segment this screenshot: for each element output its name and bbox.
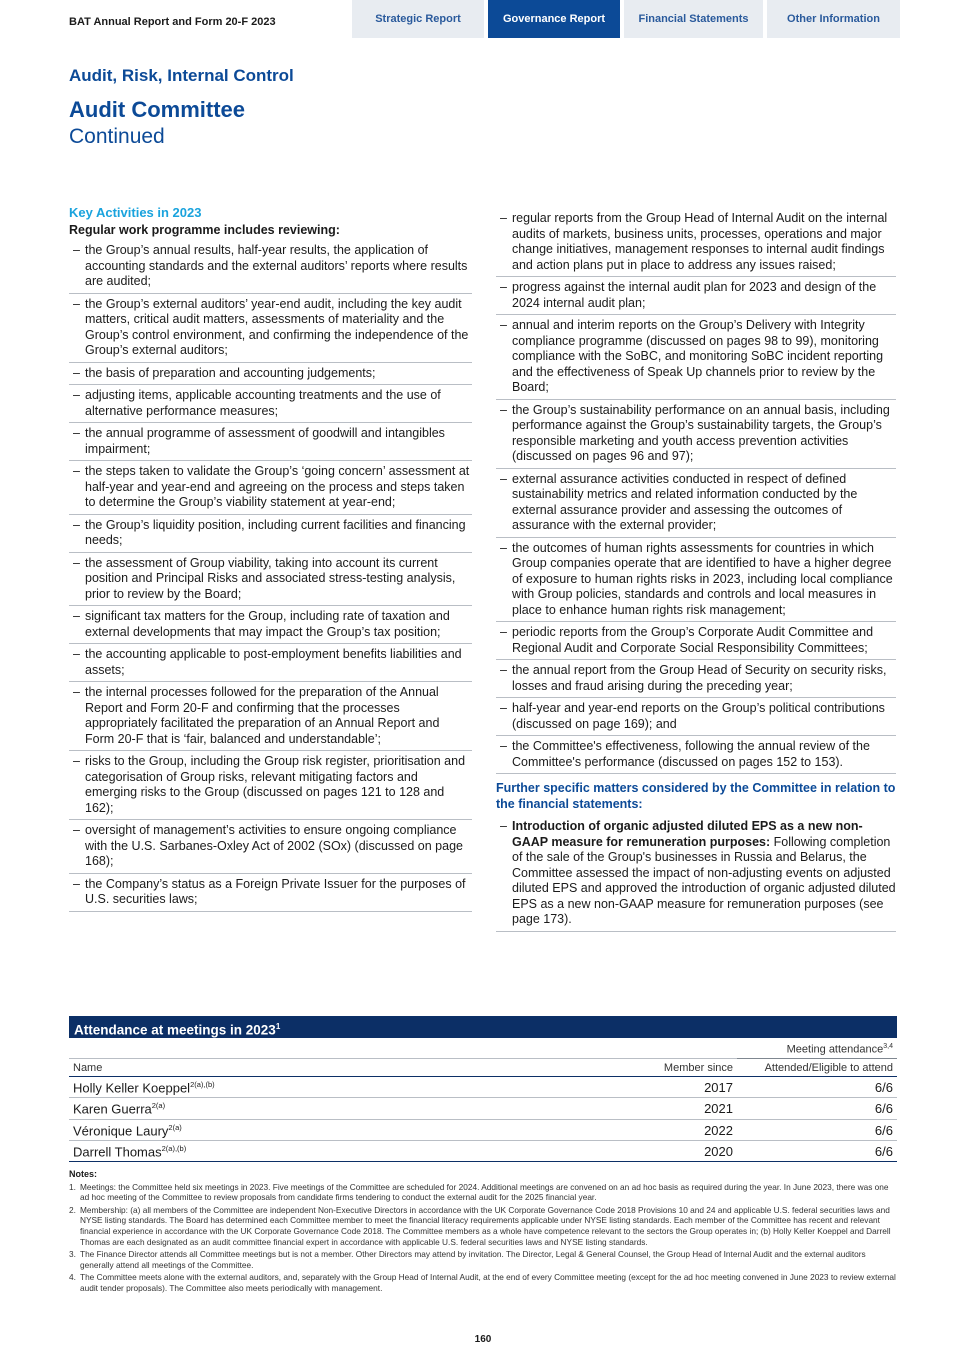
member-attendance: 6/6	[737, 1098, 897, 1119]
further-item-text: Following completion of the sale of the Group's businesses in Russia and Belarus, the Committee assessed the impact of non-adjusting events on adjusted diluted EPS and approved the introduction of organic adjusted diluted EPS as a new non-GAAP measure for remuneration purposes (see page 173).	[512, 834, 896, 926]
member-since: 2017	[589, 1077, 737, 1098]
list-item: – the outcomes of human rights assessments for countries in which Group companies operate that are identified to have a higher degree of exposure to human rights risks in 2023, including local compliance with Group policies, standards and controls and local measures in place to enhance human rights risk management;	[496, 538, 896, 623]
list-item: – the basis of preparation and accounting judgements;	[69, 363, 472, 386]
attendance-title-note: 1	[275, 1022, 281, 1031]
tab-governance-report[interactable]: Governance Report	[488, 0, 620, 38]
member-note: 2(a),(b)	[161, 1143, 187, 1153]
member-note: 2(a)	[151, 1101, 166, 1111]
list-item: – adjusting items, applicable accounting treatments and the use of alternative performance measures;	[69, 385, 472, 423]
meeting-attendance-header	[69, 1038, 897, 1059]
note-number: 3.	[69, 1249, 76, 1260]
list-item: – oversight of management’s activities to ensure ongoing compliance with the U.S. Sarbanes-Oxley Act of 2002 (SOx) (discussed on page 168);	[69, 820, 472, 874]
member-name: Karen Guerra	[73, 1101, 152, 1117]
list-item: – regular reports from the Group Head of Internal Audit on the internal audits of markets, business units, processes, operations and major change initiatives, management responses to internal audit findings and action plans put in place to address any issues raised;	[496, 208, 896, 277]
list-item: – progress against the internal audit plan for 2023 and design of the 2024 internal audit plan;	[496, 277, 896, 315]
attendance-title: Attendance at meetings in 2023	[74, 1022, 276, 1038]
list-item: – the steps taken to validate the Group’s ‘going concern’ assessment at half-year and year-end and agreeing on the process and steps taken to determine the Group’s viability statement at year-end;	[69, 461, 472, 515]
left-activity-list	[69, 240, 472, 912]
list-item: – risks to the Group, including the Group risk register, prioritisation and categorisation of Group risks, relevant mitigating factors and emerging risks to the Group (discussed on pages 121 to 128 and 162);	[69, 751, 472, 820]
list-item: – the assessment of Group viability, taking into account its current position and Principal Risks and associated stress-testing analysis, prior to review by the Board;	[69, 553, 472, 607]
member-since: 2021	[589, 1098, 737, 1119]
column-header-attended: Attended/Eligible to attend	[737, 1059, 897, 1077]
column-header-member-since: Member since	[589, 1059, 737, 1077]
list-item: – annual and interim reports on the Group’s Delivery with Integrity compliance programme (discussed on pages 98 to 99), monitoring compliance with the SoBC, and monitoring SoBC incident reporting and the effectiveness of Speak Up channels prior to review by the Board;	[496, 315, 896, 400]
list-item: – the annual report from the Group Head of Security on security risks, losses and fraud arising during the preceding year;	[496, 660, 896, 698]
note-item	[69, 1272, 897, 1293]
further-matters-list	[496, 816, 896, 932]
list-item: – the annual programme of assessment of goodwill and intangibles impairment;	[69, 423, 472, 461]
notes-section	[69, 1169, 897, 1296]
key-activities-heading: Key Activities in 2023	[69, 205, 202, 220]
member-name: Holly Keller Koeppel	[73, 1080, 191, 1096]
list-item: – periodic reports from the Group’s Corporate Audit Committee and Regional Audit and Corporate Social Responsibility Committees;	[496, 622, 896, 660]
list-item: – the Company’s status as a Foreign Private Issuer for the purposes of U.S. securities laws;	[69, 874, 472, 912]
attendance-table	[69, 1059, 897, 1162]
note-number: 1.	[69, 1181, 76, 1192]
list-item: – the Group’s annual results, half-year results, the application of accounting standards and the external auditors’ reports where results are audited;	[69, 240, 472, 294]
section-label: Audit, Risk, Internal Control	[69, 66, 294, 85]
page-subtitle: Continued	[69, 125, 165, 148]
meeting-attendance-label: Meeting attendance	[786, 1043, 884, 1056]
member-name-cell	[69, 1119, 589, 1140]
report-title: BAT Annual Report and Form 20-F 2023	[69, 16, 276, 28]
list-item: – external assurance activities conducted in respect of defined sustainability metrics and related information conducted by the external assurance provider and assessing the outcomes of assurance with the external provider;	[496, 469, 896, 538]
table-row	[69, 1140, 897, 1161]
further-matters-heading: Further specific matters considered by the Committee in relation to the financial statements:	[496, 781, 896, 811]
page-title: Audit Committee	[69, 97, 245, 122]
note-text: The Committee meets alone with the external auditors, and, separately with the Group Head of Internal Audit, at the end of every Committee meeting (except for the ad hoc meeting convened in June 2023 to review external audit tender proposals). The Committee also meets periodically with management.	[80, 1272, 896, 1293]
column-header-name: Name	[69, 1059, 589, 1077]
note-item	[69, 1249, 897, 1270]
tab-other-information[interactable]: Other Information	[767, 0, 900, 38]
tab-strategic-report[interactable]: Strategic Report	[352, 0, 484, 38]
note-item	[69, 1205, 897, 1247]
note-text: The Finance Director attends all Committee meetings but is not a member. Other Directors may attend by invitation. The Director, Legal & General Counsel, the Group Head of Internal Audit and the external auditors generally attend all meetings of the Committee.	[80, 1249, 866, 1270]
meeting-attendance-note: 3,4	[883, 1043, 893, 1050]
further-item-title: Introduction of organic adjusted diluted EPS as a new non-GAAP measure for remuneration purposes:	[512, 819, 863, 849]
note-text: Meetings: the Committee held six meetings in 2023. Five meetings of the Committee are scheduled for 2024. Additional meetings are convened on an ad hoc basis as required during the year. In June 2023, there was one ad hoc meeting of the Committee to review proposals from candidate firms tendering to conduct the external audit for the 2025 financial year.	[80, 1181, 889, 1203]
member-attendance: 6/6	[737, 1119, 897, 1140]
note-number: 4.	[69, 1272, 76, 1283]
member-since: 2020	[589, 1140, 737, 1161]
member-name-cell	[69, 1098, 589, 1119]
list-item	[496, 816, 896, 932]
section-tabs	[352, 0, 900, 38]
right-column	[496, 208, 896, 932]
list-item: – significant tax matters for the Group, including rate of taxation and external developments that may impact the Group’s tax position;	[69, 606, 472, 644]
list-item: – the accounting applicable to post-employment benefits liabilities and assets;	[69, 644, 472, 682]
table-row	[69, 1098, 897, 1119]
member-name: Darrell Thomas	[73, 1144, 162, 1160]
list-item: – the Group’s liquidity position, including current facilities and financing needs;	[69, 515, 472, 553]
note-item	[69, 1182, 897, 1203]
tab-financial-statements[interactable]: Financial Statements	[624, 0, 763, 38]
attendance-title-bar	[69, 1016, 897, 1038]
member-since: 2022	[589, 1119, 737, 1140]
member-name-cell	[69, 1140, 589, 1161]
left-column	[69, 205, 472, 912]
member-attendance: 6/6	[737, 1077, 897, 1098]
top-navigation-bar	[0, 0, 966, 38]
note-number: 2.	[69, 1204, 76, 1215]
member-name-cell	[69, 1077, 589, 1098]
attendance-header-row	[69, 1059, 897, 1077]
list-item: – half-year and year-end reports on the Group’s political contributions (discussed on page 169); and	[496, 698, 896, 736]
member-name: Véronique Laury	[73, 1122, 169, 1138]
notes-list	[69, 1182, 897, 1294]
note-text: Membership: (a) all members of the Committee are independent Non-Executive Directors in accordance with the UK Corporate Governance Code 2018 Provisions 10 and 24 and applicable U.S. federal securities laws and NYSE listing standards. The Board has determined each Committee member to meet the financial literacy requirements applicable under NYSE listing standards. Each member of the Committee has recent and relevant financial experience in accordance with the UK Corporate Governance Code 2018. The Committee members as a whole have competence relevant to the sectors the Group operates in; (b) Holly Keller Koeppel and Darrell Thomas are each designated as an audit committee financial expert in accordance with applicable U.S. federal securities laws and NYSE listing standards.	[80, 1204, 891, 1247]
attendance-table-section	[69, 1016, 897, 1162]
table-row	[69, 1077, 897, 1098]
list-item: – the Committee's effectiveness, following the annual review of the Committee's performance (discussed on pages 152 to 153).	[496, 736, 896, 774]
member-note: 2(a),(b)	[190, 1080, 215, 1089]
work-programme-subheading: Regular work programme includes reviewing:	[69, 222, 340, 237]
member-note: 2(a)	[168, 1122, 182, 1132]
member-attendance: 6/6	[737, 1140, 897, 1161]
list-item: – the Group’s external auditors’ year-end audit, including the key audit matters, critical audit matters, assessments of materiality and the Group’s control environment, and confirming the independence of the Group’s external auditors;	[69, 294, 472, 363]
right-activity-list	[496, 208, 896, 774]
list-item: – the internal processes followed for the preparation of the Annual Report and Form 20-F and confirming that the processes appropriately facilitated the preparation of an Annual Report and Form 20-F that is ‘fair, balanced and understandable’;	[69, 682, 472, 751]
notes-heading: Notes:	[69, 1169, 98, 1179]
list-item: – the Group’s sustainability performance on an annual basis, including performance against the Group’s sustainability targets, the Group’s responsible marketing and youth access prevention activities (discussed on pages 96 and 97);	[496, 400, 896, 469]
table-row	[69, 1119, 897, 1140]
page-number: 160	[474, 1334, 492, 1345]
